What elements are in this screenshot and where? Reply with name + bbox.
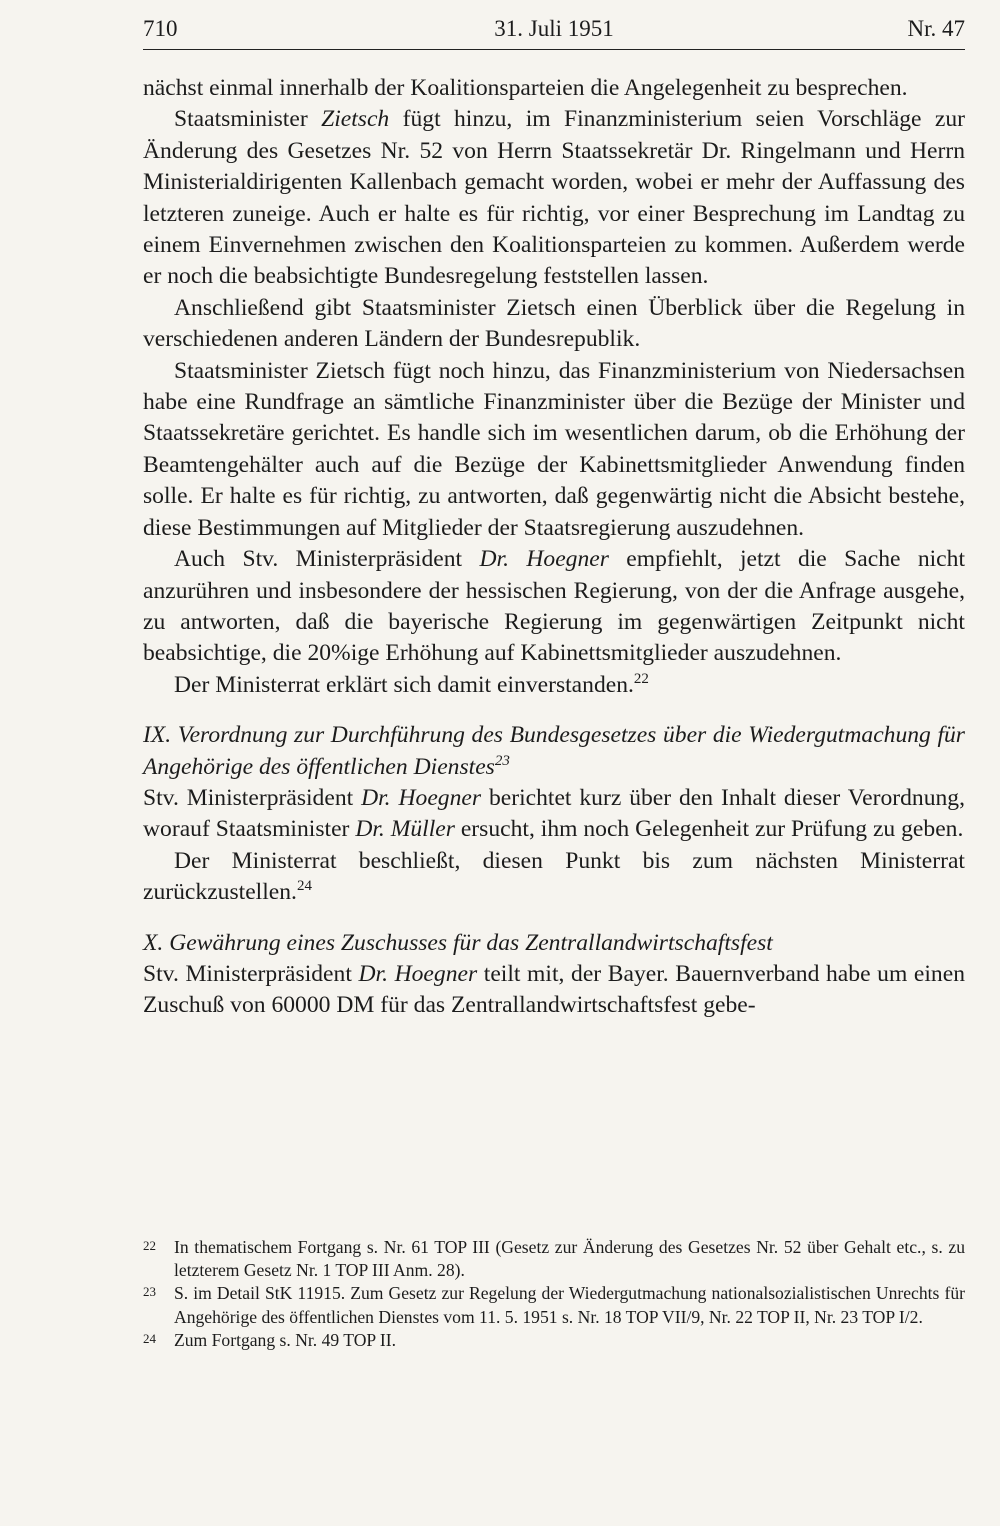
- main-text: [143, 73, 965, 1022]
- section-heading-ix: IX. Verordnung zur Durchführung des Bundesgesetzes über die Wiedergutmachung für Angehörige des öffentlichen Dienstes$^{23}$: [143, 722, 965, 780]
- person-name: Dr. Hoegner: [479, 546, 609, 573]
- header-rule: [143, 49, 965, 50]
- footnote-number: 23: [143, 1284, 156, 1300]
- paragraph: Stv. Ministerpräsident Dr. Hoegner teilt mit, der Bayer. Bauernverband habe um einen Zuschuß von 60000 DM für das Zentrallandwirtschaftsfest gebe-: [143, 960, 965, 1019]
- footnote: 24 Zum Fortgang s. Nr. 49 TOP II.: [143, 1329, 965, 1352]
- footnote-marker: 24: [296, 878, 312, 895]
- section-heading-x: X. Gewährung eines Zuschusses für das Zentrallandwirtschaftsfest: [143, 929, 773, 956]
- footnotes: [143, 1236, 965, 1352]
- footnote: 23 S. im Detail StK 11915. Zum Gesetz zur Regelung der Wiedergutmachung nationalsozialistischen Unrechts für Angehörige des öffentlichen Dienstes vom 11. 5. 1951 s. Nr. 18 TOP VII/9, Nr. 22 TOP II, Nr. 23 TOP I/2.: [143, 1282, 965, 1328]
- paragraph: Staatsminister Zietsch fügt noch hinzu, das Finanzministerium von Niedersachsen habe eine Rundfrage an sämtliche Finanzminister über die Bezüge der Minister und Staatssekretäre gerichtet. Es handle sich im wesentlichen darum, ob die Erhöhung der Beamtengehälter auch auf die Bezüge der Kabinettsmitglieder Anwendung finden solle. Er halte es für richtig, zu antworten, daß gegenwärtig nicht die Absicht bestehe, diese Bestimmungen auf Mitglieder der Staatsregierung auszudehnen.: [143, 357, 965, 541]
- paragraph: Anschließend gibt Staatsminister Zietsch einen Überblick über die Regelung in verschiedenen anderen Ländern der Bundesrepublik.: [143, 294, 965, 353]
- page-number: 710: [143, 16, 178, 41]
- footnote-marker: 22: [633, 670, 649, 687]
- footnote-number: 24: [143, 1330, 156, 1346]
- footnote-marker: 23: [494, 752, 510, 769]
- header-issue-number: Nr. 47: [907, 16, 965, 41]
- person-name: Zietsch: [321, 106, 390, 133]
- paragraph: Der Ministerrat beschließt, diesen Punkt bis zum nächsten Ministerrat zurückzustellen.$^{24}$: [143, 847, 965, 906]
- paragraph: Staatsminister Zietsch fügt hinzu, im Finanzministerium seien Vorschläge zur Änderung des Gesetzes Nr. 52 von Herrn Staatssekretär Dr. Ringelmann und Herrn Ministerialdirigenten Kallenbach gemacht worden, wobei er mehr der Auffassung des letzteren zuneige. Auch er halte es für richtig, vor einer Besprechung im Landtag zu einem Einvernehmen zwischen den Koalitionsparteien zu kommen. Außerdem werde er noch die beabsichtigte Bundesregelung feststellen lassen.: [143, 106, 965, 290]
- paragraph: nächst einmal innerhalb der Koalitionsparteien die Angelegenheit zu besprechen.: [143, 75, 908, 101]
- footnote: 22 In thematischem Fortgang s. Nr. 61 TOP III (Gesetz zur Änderung des Gesetzes Nr. 52 über Gehalt etc., s. zu letzterem Gesetz Nr. 1 TOP III Anm. 28).: [143, 1236, 965, 1282]
- footnote-number: 22: [143, 1238, 156, 1253]
- running-header: [143, 16, 965, 50]
- person-name: Dr. Hoegner: [358, 960, 478, 987]
- paragraph: Stv. Ministerpräsident Dr. Hoegner berichtet kurz über den Inhalt dieser Verordnung, worauf Staatsminister Dr. Müller ersucht, ihm noch Gelegenheit zur Prüfung zu geben.: [143, 784, 965, 843]
- person-name: Dr. Hoegner: [361, 784, 482, 811]
- paragraph: Der Ministerrat erklärt sich damit einverstanden.$^{22}$: [174, 670, 649, 698]
- header-date: 31. Juli 1951: [494, 16, 614, 41]
- person-name: Dr. Müller: [355, 816, 455, 843]
- paragraph: Auch Stv. Ministerpräsident Dr. Hoegner empfiehlt, jetzt die Sache nicht anzurühren und insbesondere der hessischen Regierung, von der die Anfrage ausgehe, zu antworten, daß die bayerische Regierung im gegenwärtigen Zeitpunkt nicht beabsichtige, die 20%ige Erhöhung auf Kabinettsmitglieder auszudehnen.: [143, 546, 966, 667]
